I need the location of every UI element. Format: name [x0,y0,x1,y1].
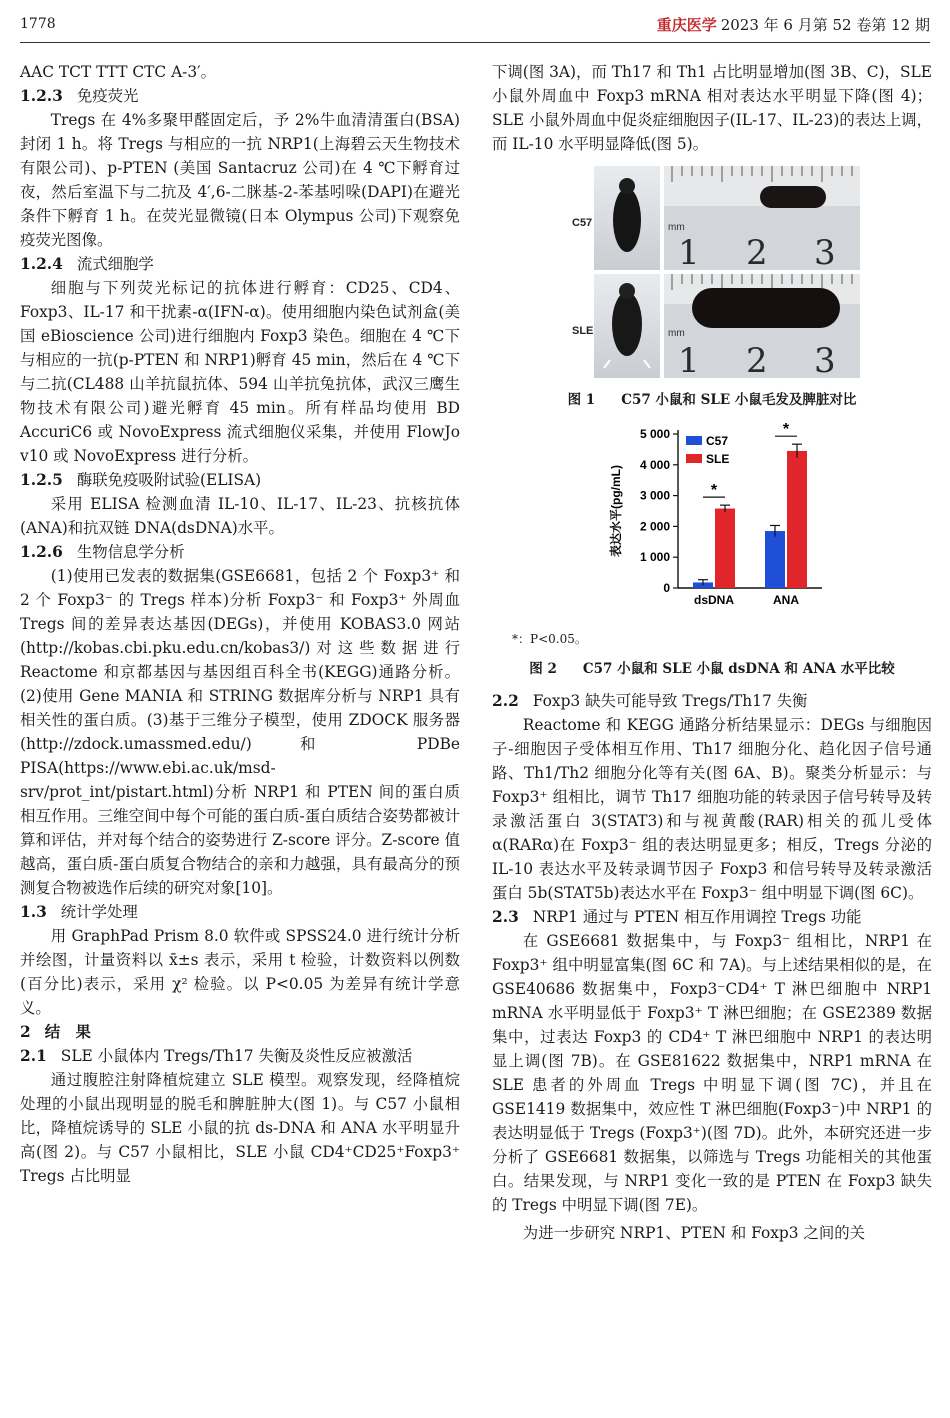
journal-name: 重庆医学 [656,16,717,34]
y-tick-label: 1 000 [639,550,670,565]
section-1-2-3: 1.2.3 免疫荧光 [20,87,139,105]
paragraph-statistics: 用 GraphPad Prism 8.0 软件或 SPSS24.0 进行统计分析并绘图，计量资料以 x̄±s 表示，采用 t 检验，计数资料以例数(百分比)表示，采用 χ² 检验。以 P<0.05 为差异有统计学意义。 [20,927,460,1017]
bar-C57-ANA [765,531,785,588]
row-label-sle: SLE [572,325,594,337]
section-1-3: 1.3 统计学处理 [20,903,138,921]
page-number: 1778 [20,16,56,32]
legend-swatch-SLE [686,454,702,463]
bar-SLE-dsDNA [715,509,735,588]
section-2-1: 2.1 SLE 小鼠体内 Tregs/Th17 失衡及炎性反应被激活 [20,1047,413,1065]
paragraph-immunofluorescence: Tregs 在 4%多聚甲醛固定后，予 2%牛血清清蛋白(BSA)封闭 1 h。将 Tregs 与相应的一抗 NRP1(上海碧云天生物技术有限公司)、p-PTEN (美国 Santacruz 公司)在 4 ℃下孵育过夜，然后室温下与二抗及 4′,6-二脒基-2-苯基吲哚(DAPI)在避光条件下孵育 1 h。在荧光显微镜(日本 Olympus 公司)下观察免疫荧光图像。 [20,111,460,249]
paragraph-elisa: 采用 ELISA 检测血清 IL-10、IL-17、IL-23、抗核抗体(ANA)和抗双链 DNA(dsDNA)水平。 [20,495,460,537]
svg-text:3: 3 [814,341,836,381]
mouse-sle-shape [612,292,642,356]
paragraph-results-2-2: Reactome 和 KEGG 通路分析结果显示：DEGs 与细胞因子-细胞因子受体相互作用、Th17 细胞分化、趋化因子信号通路、Th1/Th2 细胞分化等有关(图 6A、B)。聚类分析显示：与 Foxp3⁺ 组相比，调节 Th17 细胞功能的转录因子信号转导及转录激活蛋白 3(STAT3)和与视黄酸(RAR)相关的孤儿受体 α(RARα)在 Foxp3⁻ 组的表达明显更多；相反，Tregs 分泌的 IL-10 表达水平及转录调节因子 Foxp3 和信号转导及转录激活蛋白 5b(STAT5b)表达水平在 Foxp3⁻ 组中明显下调(图 6C)。 [492,716,932,902]
figure-2-caption: 图 2 C57 小鼠和 SLE 小鼠 dsDNA 和 ANA 水平比较 [529,661,895,677]
figure-1-photos [492,164,932,382]
y-tick-label: 0 [663,581,670,595]
section-1-2-5: 1.2.5 酶联免疫吸附试验(ELISA) [20,471,262,489]
svg-text:mm: mm [668,222,685,233]
svg-text:2: 2 [746,233,768,273]
spleen-sle [692,288,840,328]
paragraph-bioinformatics: (1)使用已发表的数据集(GSE6681，包括 2 个 Foxp3⁺ 和 2 个 Foxp3⁻ 的 Tregs 样本)分析 Foxp3⁻ 和 Foxp3⁺ 外周血 Tregs 间的差异表达基因(DEGs)，并使用 KOBAS3.0 网站(http://kobas.cbi.pku.edu.cn/kobas3/)对这些数据进行 Reactome 和京都基因与基因组百科全书(KEGG)通路分析。(2)使用 Gene MANIA 和 STRING 数据库分析与 NRP1 具有相关性的蛋白质。(3)基于三维分子模型，使用 ZDOCK 服务器(http://zdock.umassmed.edu/)和 PDBe PISA(https://www.ebi.ac.uk/msd-srv/prot_int/pistart.html)分析 NRP1 和 PTEN 间的蛋白质相互作用。三维空间中每个可能的蛋白质-蛋白质结合姿势都被计算和评估，并对每个结合的姿势进行 Z-score 评分。Z-score 值越高，蛋白质-蛋白质复合物结合的亲和力越强，具有最高分的预测复合物被选作后续的研究对象[10]。 [20,567,460,897]
bar-SLE-ANA [787,451,807,588]
legend-swatch-C57 [686,436,702,445]
y-tick-label: 2 000 [639,519,670,534]
paragraph-flow-cytometry: 细胞与下列荧光标记的抗体进行孵育：CD25、CD4、Foxp3、IL-17 和干扰素-α(IFN-α)。使用细胞内染色试剂盒(美国 eBioscience 公司)进行细胞内 Foxp3 染色。细胞在 4 ℃下与相应的一抗(p-PTEN 和 NRP1)孵育 45 min，然后在 4 ℃下与二抗(CL488 山羊抗鼠抗体、594 山羊抗兔抗体，武汉三鹰生物技术有限公司)避光孵育 45 min。所有样品均使用 BD AccuriC6 或 NovoExpress 流式细胞仪采集，并使用 FlowJo v10 或 NovoExpress 进行分析。 [20,279,460,465]
section-2-2: 2.2 Foxp3 缺失可能导致 Tregs/Th17 失衡 [492,692,808,710]
svg-text:2: 2 [746,341,768,381]
mouse-sle-head [619,283,635,299]
paragraph-results-2-1: 通过腹腔注射降植烷建立 SLE 模型。观察发现，经降植烷处理的小鼠出现明显的脱毛和脾脏肿大(图 1)。与 C57 小鼠相比，降植烷诱导的 SLE 小鼠的抗 ds-DNA 和 ANA 水平明显升高(图 2)。与 C57 小鼠相比，SLE 小鼠 CD4⁺CD25⁺Foxp3⁺ Tregs 占比明显 [20,1071,460,1185]
row-label-c57: C57 [572,217,593,229]
svg-text:3: 3 [814,233,836,273]
x-tick-label: ANA [773,593,799,607]
left-column [20,60,460,1188]
y-tick-label: 4 000 [639,457,670,472]
running-header [657,14,930,35]
paragraph-results-next: 为进一步研究 NRP1、PTEN 和 Foxp3 之间的关 [522,1224,866,1242]
spleen-c57 [760,186,826,208]
right-column [492,60,932,1245]
section-2-3: 2.3 NRP1 通过与 PTEN 相互作用调控 Tregs 功能 [492,908,862,926]
figure-2-bar-chart [492,422,932,618]
figure-1 [492,164,932,382]
figure-2-note: *：P<0.05。 [512,632,587,646]
section-2: 2 结 果 [20,1023,91,1041]
header-rule [20,42,930,43]
legend-label-SLE: SLE [706,452,730,466]
x-tick-label: dsDNA [693,593,735,607]
paragraph-results-cont: 下调(图 3A)，而 Th17 和 Th1 占比明显增加(图 3B、C)，SLE 小鼠外周血中 Foxp3 mRNA 相对表达水平明显下降(图 4)；SLE 小鼠外周血中促炎症细胞因子(IL-17、IL-23)的表达上调，而 IL-10 水平明显降低(图 5)。 [492,63,932,153]
mouse-c57-head [619,178,635,194]
svg-text:mm: mm [668,328,685,339]
legend-label-C57: C57 [706,434,729,448]
significance-mark: * [782,422,790,439]
section-1-2-6: 1.2.6 生物信息学分析 [20,543,185,561]
mouse-c57-shape [613,188,641,252]
figure-1-caption: 图 1 C57 小鼠和 SLE 小鼠毛发及脾脏对比 [567,392,857,408]
y-axis-label: 表达水平(pg/mL) [609,465,623,557]
significance-mark: * [710,482,718,500]
issue-info: 2023 年 6 月第 52 卷第 12 期 [720,16,930,34]
primer-tail: AAC TCT TTT CTC A-3′。 [20,63,217,81]
svg-text:1: 1 [678,341,700,381]
paragraph-results-2-3: 在 GSE6681 数据集中，与 Foxp3⁻ 组相比，NRP1 在 Foxp3⁺ 组中明显富集(图 6C 和 7A)。与上述结果相似的是，在 GSE40686 数据集中，Foxp3⁻CD4⁺ T 淋巴细胞中 NRP1 mRNA 水平明显低于 Foxp3⁺ T 淋巴细胞；在 GSE2389 数据集中，过表达 Foxp3 的 CD4⁺ T 淋巴细胞中 NRP1 的表达明显上调(图 7B)。在 GSE81622 数据集中，NRP1 mRNA 在 SLE 患者的外周血 Tregs 中明显下调(图 7C)，并且在 GSE1419 数据集中，效应性 T 淋巴细胞(Foxp3⁻)中 NRP1 的表达明显低于 Tregs (Foxp3⁺)(图 7D)。此外，本研究还进一步分析了 GSE6681 数据集，以筛选与 Tregs 功能相关的其他蛋白。结果发现，与 NRP1 变化一致的是 PTEN 在 Foxp3 缺失的 Tregs 中明显下调(图 7E)。 [492,932,932,1214]
figure-2 [492,422,932,625]
y-tick-label: 5 000 [639,427,670,441]
section-1-2-4: 1.2.4 流式细胞学 [20,255,154,273]
svg-text:1: 1 [678,233,700,273]
y-tick-label: 3 000 [639,488,670,503]
